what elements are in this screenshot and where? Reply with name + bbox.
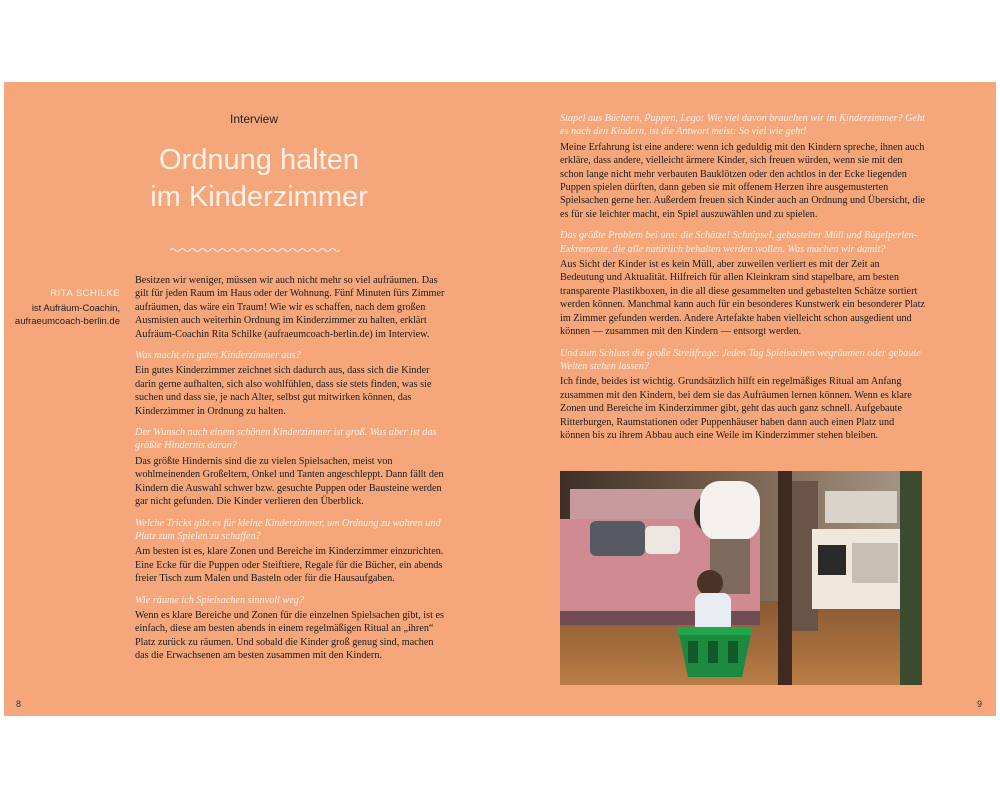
interviewee-name: RITA SCHILKE: [50, 288, 120, 299]
question: Wie räume ich Spielsachen sinnvoll weg?: [135, 594, 304, 606]
interviewee-website: aufraeumcoach-berlin.de: [14, 316, 120, 327]
question: Stapel aus Büchern, Puppen, Lego: Wie viel davon brauchen wir im Kinderzimmer? Geht es nach den Kindern, ist die Antwort meist: So viel wie geht!: [560, 113, 925, 138]
wavy-divider: [170, 246, 340, 254]
question: Der Wunsch nach einem schönen Kinderzimmer ist groß. Was aber ist das größte Hindernis daran?: [135, 427, 437, 452]
article-title: [134, 142, 384, 216]
question: Welche Tricks gibt es für kleine Kinderzimmer, um Ordnung zu wahren und Platz zum Spielen zu schaffen?: [135, 517, 441, 542]
interviewee-sidebar: [14, 287, 120, 328]
title-line-1: Ordnung halten: [159, 144, 359, 176]
answer: Das größte Hindernis sind die zu vielen Spielsachen, meist von wohlmeinenden Großeltern, Onkel und Tanten angeschleppt. Dann fällt den Kindern die Auswahl schwer bzw. gesuchte Puppen oder Bausteine werden gar nicht gefunden. Die Kinder verlieren den Überblick.: [135, 455, 444, 508]
question: Und zum Schluss die große Streitfrage: Jeden Tag Spielsachen wegräumen oder gebaute Welten stehen lassen?: [560, 347, 921, 372]
answer: Ein gutes Kinderzimmer zeichnet sich dadurch aus, dass sich die Kinder darin gerne aufhalten, sich also wohlfühlen, dass sie stets finden, was sie suchen und dass sie, je nach Alter, selbst gut mitwirken können, das Kinderzimmer in Ordnung zu halten.: [135, 365, 432, 417]
question: Was macht ein gutes Kinderzimmer aus?: [135, 350, 301, 362]
page-number-left: 8: [16, 699, 22, 709]
answer: Aus Sicht der Kinder ist es kein Müll, aber zuweilen verliert es mit der Zeit an Bedeutung und Aktualität. Hilfreich für allen Kleinkram sind stapelbare, am besten transparente Plastikboxen, in die all diese gesammelten und gebastelten Schätze sortiert werden können. Manchmal kann auch für ein besonderes Kunstwerk ein besonderer Platz im Zimmer gefunden werden. Andere Artefakte haben vielleicht schon ausgedient und können — zusammen mit den Kindern — entsorgt werden.: [560, 259, 925, 338]
answer: Am besten ist es, klare Zonen und Bereiche im Kinderzimmer einzurichten. Eine Ecke für die Puppen oder Steiftiere, Regale für die Bücher, ein abends freier Tisch zum Malen und Basteln oder für die Hausaufgaben.: [135, 546, 444, 585]
page-number-right: 9: [976, 699, 982, 709]
kids-room-photo: [560, 471, 922, 685]
left-text-column: [135, 274, 447, 671]
section-label: Interview: [230, 112, 279, 126]
answer: Meine Erfahrung ist eine andere: wenn ich geduldig mit den Kindern spreche, ihnen auch erkläre, dass andere, vielleicht ärmere Kinder, sich freuen würden, wenn sie mit den schon lange nicht mehr verbauten Bauklötzen oder den achtlos in der Ecke liegenden Puppen spielen dürften, dann geben sie mit offenem Herzen ihre ausgemusterten Spielsachen gerne her. Außerdem freuen sich Kinder auch an Ordnung und Übersicht, die es für sie leichter macht, ein Spiel auszuwählen und zu spielen.: [560, 141, 925, 220]
right-text-column: [560, 112, 925, 450]
answer: Wenn es klare Bereiche und Zonen für die einzelnen Spielsachen gibt, ist es einfach, diese am besten abends in einem regelmäßigen Ritual an „ihren“ Platz zurück zu räumen. Und sobald die Kinder groß genug sind, machen das die Erwachsenen am besten zusammen mit den Kindern.: [135, 609, 444, 662]
right-page: [500, 82, 996, 716]
question: Das größte Problem bei uns: die Schätze! Schnipsel, gebastelter Müll und Bügelperlen-Exkremente, die alle natürlich behalten werden wollen. Was machen wir damit?: [560, 230, 918, 255]
title-line-2: im Kinderzimmer: [150, 181, 368, 213]
interviewee-role: ist Aufräum-Coachin,: [31, 303, 120, 314]
photo-illustration: [560, 471, 922, 685]
left-page: [4, 82, 500, 716]
intro-paragraph: Besitzen wir weniger, müssen wir auch nicht mehr so viel aufräumen. Das gilt für jeden Raum im Haus oder der Wohnung. Fünf Minuten fürs Zimmer aufräumen, das wäre ein Traum! Wie wir es schaffen, nach dem großen Ausmisten auch weiterhin Ordnung im Kinderzimmer zu halten, erklärt Aufräum-Coachin Rita Schilke (aufraeumcoach-berlin.de) im Interview.: [135, 275, 445, 340]
magazine-spread: [4, 82, 996, 716]
answer: Ich finde, beides ist wichtig. Grundsätzlich hilft ein regelmäßiges Ritual am Anfang zusammen mit den Kindern, bei dem sie das Aufräumen lernen können. Wenn es klare Zonen und Bereiche im Kinderzimmer gibt, geht das auch ganz schnell. Aufgebaute Ritterburgen, Raumstationen oder Puppenhäuser haben dann auch einen Platz und können bis zu ihrem Abbau auch eine Weile im Kinderzimmer stehen bleiben.: [560, 376, 912, 441]
